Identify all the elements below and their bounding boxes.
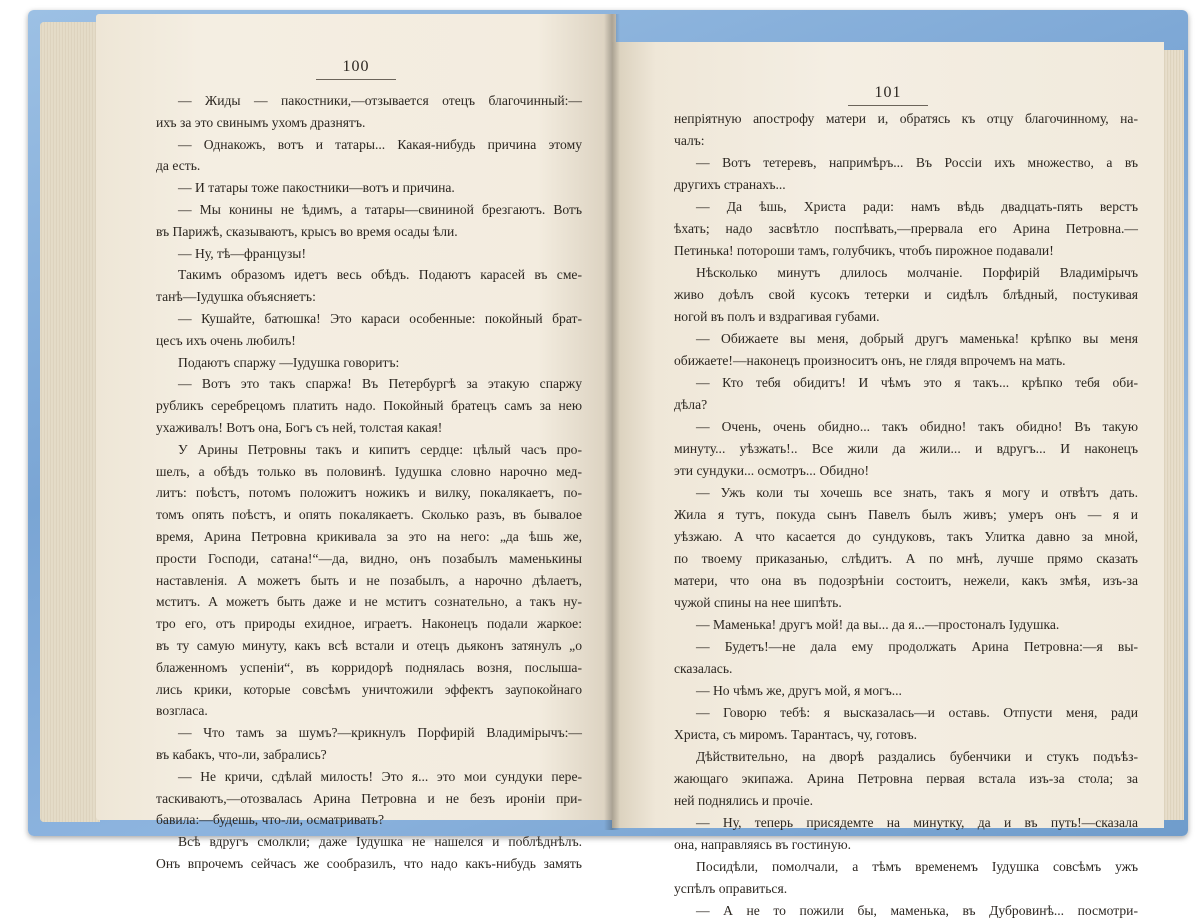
text-line: Нѣсколько минутъ длилось молчаніе. Порфирій Владимірычъ bbox=[696, 265, 1138, 280]
text-line: Жила я тутъ, покуда сынъ Павелъ былъ живъ; умеръ онъ — я и bbox=[674, 507, 1138, 522]
text-line: — Говорю тебѣ: я высказалась—и оставь. Отпусти меня, ради bbox=[696, 705, 1138, 720]
text-line: томъ опять поѣстъ, и опять покалякаетъ. Сколько разъ, въ бывалое bbox=[156, 507, 582, 523]
text-line: матери, что она въ подозрѣніи состоитъ, нежели, какъ змѣя, изъ-за bbox=[674, 573, 1138, 588]
text-line: ней поднялись и прочіе. bbox=[674, 793, 814, 808]
text-line: ухаживалъ! Вотъ она, Богъ съ ней, толстая какая! bbox=[156, 419, 443, 435]
text-line: Христа, съ миромъ. Тарантасъ, чу, готовъ. bbox=[674, 727, 918, 742]
text-line: ѣхать; надо засвѣтло поспѣвать,—прервала его Арина Петровна.— bbox=[674, 221, 1138, 236]
text-line: въ ту самую минуту, какъ всѣ встали и отецъ дьяконъ затянулъ „о bbox=[156, 637, 582, 653]
text-line: танѣ—Іудушка объясняетъ: bbox=[156, 289, 316, 305]
text-line: шелъ, а обѣдъ только въ половинѣ. Іудушка словно нарочно мед- bbox=[156, 463, 582, 479]
text-line: Онъ впрочемъ сейчасъ же сообразилъ, что надо какъ-нибудь замять bbox=[156, 855, 582, 871]
text-line: — Очень, очень обидно... такъ обидно! такъ обидно! Въ такую bbox=[696, 419, 1138, 434]
text-line: Такимъ образомъ идетъ весь обѣдъ. Подаютъ карасей въ сме- bbox=[178, 267, 582, 283]
text-line: наставленія. А можетъ быть и не позабылъ, а нарочно дѣлаетъ, bbox=[156, 572, 582, 588]
text-line: Подаютъ спаржу —Іудушка говоритъ: bbox=[178, 354, 400, 370]
text-line: — Вотъ тетеревъ, напримѣръ... Въ Россіи ихъ множество, а въ bbox=[696, 155, 1138, 170]
text-line: — Ну, тѣ—французы! bbox=[178, 245, 306, 261]
text-line: литъ: поѣстъ, потомъ положитъ ножикъ и вилку, покалякаетъ, по- bbox=[156, 485, 582, 501]
text-line: — Жиды — пакостники,—отзывается отецъ благочинный:— bbox=[178, 93, 582, 108]
text-line: эти сундуки... осмотръ... Обидно! bbox=[674, 463, 869, 478]
text-line: — Что тамъ за шумъ?—крикнулъ Порфирій Владимірычъ:— bbox=[178, 725, 582, 741]
text-line: ногой въ полъ и вздрагивая губами. bbox=[674, 309, 880, 324]
text-line: — Вотъ это такъ спаржа! Въ Петербургѣ за этакую спаржу bbox=[178, 376, 582, 392]
text-line: сказалась. bbox=[674, 661, 733, 676]
page-edges-left bbox=[40, 22, 100, 822]
text-line: по твоему приказанью, слѣдитъ. А по мнѣ, лучше прямо сказать bbox=[674, 551, 1138, 566]
text-line: успѣлъ оправиться. bbox=[674, 881, 788, 896]
text-line: тро его, отъ природы ехидное, играетъ. Наконецъ подали жаркое: bbox=[156, 616, 582, 632]
text-line: ихъ за это свинымъ ухомъ дразнятъ. bbox=[156, 114, 366, 130]
text-line: дѣла? bbox=[674, 397, 708, 412]
book-gutter bbox=[604, 14, 620, 830]
text-line: въ Парижѣ, сказываютъ, крысъ во время осады ѣли. bbox=[156, 223, 458, 239]
text-line: — Мы конины не ѣдимъ, а татары—свининой брезгаютъ. Вотъ bbox=[178, 201, 582, 217]
text-line: прости Господи, сатана!“—да, видно, онъ позабылъ маменькины bbox=[156, 550, 582, 566]
text-line: рубликъ серебрецомъ платить надо. Покойный братецъ самъ за нею bbox=[156, 398, 582, 414]
text-line: уѣзжаю. А что касается до сундуковъ, такъ Улитка давно за мной, bbox=[674, 529, 1138, 544]
text-line: возгласа. bbox=[156, 703, 208, 719]
text-line: — Маменька! другъ мой! да вы... да я...—простоналъ Іудушка. bbox=[696, 617, 1060, 632]
text-line: Петинька! потороши тамъ, голубчикъ, чтобъ пирожное подавали! bbox=[674, 243, 1054, 258]
text-line: въ кабакъ, что-ли, забрались? bbox=[156, 746, 327, 762]
text-line: — Ну, теперь присядемте на минутку, да и въ путь!—сказала bbox=[696, 815, 1138, 830]
text-line: Посидѣли, помолчали, а тѣмъ временемъ Іудушка совсѣмъ ужъ bbox=[696, 859, 1138, 874]
text-line: — Не кричи, сдѣлай милость! Это я... это мои сундуки пере- bbox=[178, 768, 582, 784]
text-line: блаженномъ успеніи“, въ корридорѣ поднялась возня, послыша- bbox=[156, 659, 582, 675]
text-line: да есть. bbox=[156, 158, 201, 174]
text-line: Дѣйствительно, на дворѣ раздались бубенчики и стукъ подъѣз- bbox=[696, 749, 1138, 764]
text-line: жающаго экипажа. Арина Петровна первая встала изъ-за стола; за bbox=[674, 771, 1138, 786]
text-line: чалъ: bbox=[674, 133, 705, 148]
left-page-text bbox=[96, 80, 616, 875]
text-line: мститъ. А можетъ быть даже и не мститъ сознательно, а такъ ну- bbox=[156, 594, 582, 610]
text-line: она, направляясь въ гостиную. bbox=[674, 837, 852, 852]
text-line: — Обижаете вы меня, добрый другъ маменька! крѣпко вы меня bbox=[696, 331, 1138, 346]
text-line: — А не то пожили бы, маменька, въ Дубровинѣ... посмотри- bbox=[696, 903, 1138, 918]
left-page bbox=[96, 14, 616, 871]
text-line: живо доѣлъ свой кусокъ тетерки и сидѣлъ блѣдный, постукивая bbox=[674, 287, 1138, 302]
right-page-text bbox=[612, 106, 1164, 922]
text-line: чужой спины на нее шипѣть. bbox=[674, 595, 842, 610]
text-line: — Будетъ!—не дала ему продолжать Арина Петровна:—я вы- bbox=[696, 639, 1138, 654]
text-line: таскиваютъ,—отозвалась Арина Петровна и не безъ ироніи при- bbox=[156, 790, 582, 806]
text-line: — Кушайте, батюшка! Это караси особенные: покойный брат- bbox=[178, 310, 582, 326]
text-line: — Но чѣмъ же, другъ мой, я могъ... bbox=[696, 683, 902, 698]
text-line: минуту... уѣзжать!.. Все жили да жили... и вдругъ... И наконецъ bbox=[674, 441, 1138, 456]
text-line: обижаете!—наконецъ произноситъ онъ, не глядя впрочемъ на мать. bbox=[674, 353, 1066, 368]
text-line: цесъ ихъ очень любилъ! bbox=[156, 332, 296, 348]
text-line: У Арины Петровны такъ и кипитъ сердце: цѣлый часъ про- bbox=[178, 441, 582, 457]
page-number-left: 100 bbox=[342, 58, 370, 75]
text-line: непріятную апострофу матери и, обратясь къ отцу благочинному, на- bbox=[674, 111, 1138, 126]
text-line: время, Арина Петровна крикивала за это на него: „да ѣшь же, bbox=[156, 528, 582, 544]
text-line: другихъ странахъ... bbox=[674, 177, 786, 192]
text-line: — Однакожъ, вотъ и татары... Какая-нибудь причина этому bbox=[178, 136, 582, 152]
text-line: — И татары тоже пакостники—вотъ и причина. bbox=[178, 180, 455, 196]
text-line: — Ужъ коли ты хочешь все знать, такъ я могу и отвѣтъ дать. bbox=[696, 485, 1138, 500]
text-line: Всѣ вдругъ смолкли; даже Іудушка не нашелся и поблѣднѣлъ. bbox=[178, 834, 582, 850]
text-line: бавила:—будешь, что-ли, осматривать? bbox=[156, 812, 384, 828]
right-page bbox=[612, 42, 1164, 918]
page-number-right: 101 bbox=[874, 84, 902, 101]
text-line: — Кто тебя обидитъ! И чѣмъ это я такъ... крѣпко тебя оби- bbox=[696, 375, 1138, 390]
text-line: лись крики, которые совсѣмъ уничтожили эффектъ заупокойнаго bbox=[156, 681, 582, 697]
text-line: — Да ѣшь, Христа ради: намъ вѣдь двадцать-пять верстъ bbox=[696, 199, 1138, 214]
